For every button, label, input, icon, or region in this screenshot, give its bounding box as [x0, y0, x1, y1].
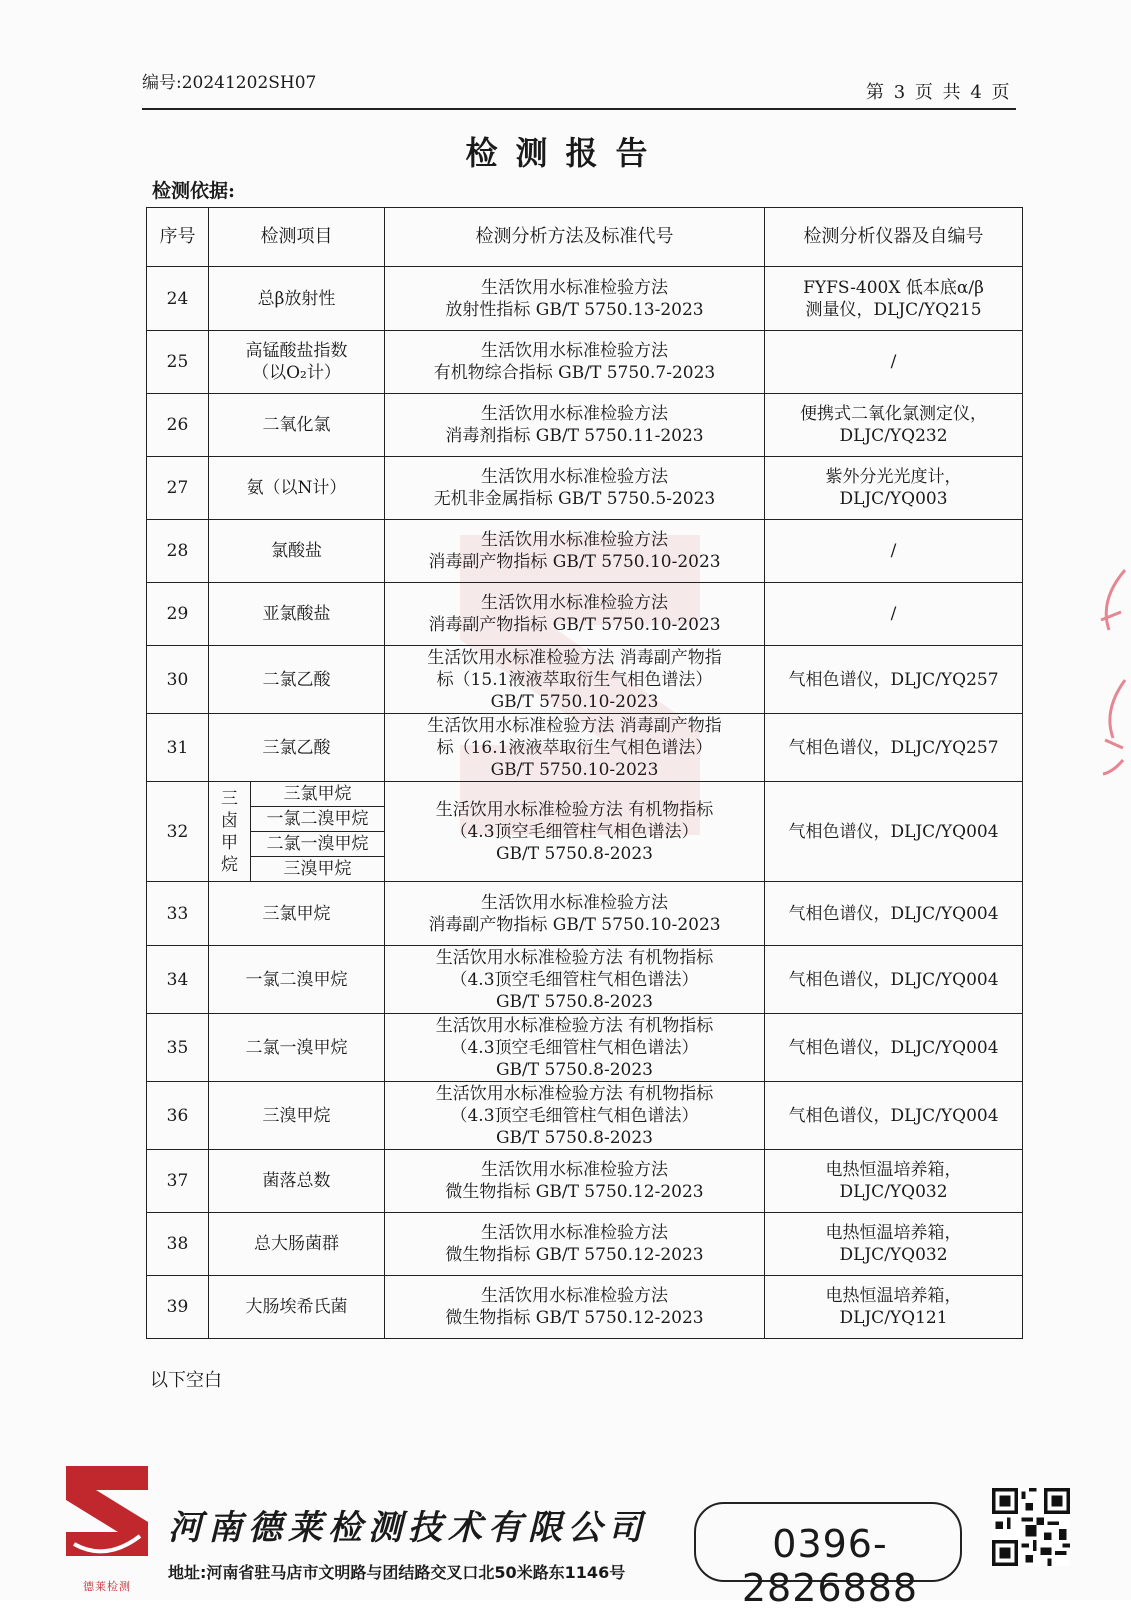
table-row [147, 1276, 1023, 1339]
table-body-lower [147, 882, 1023, 1339]
instrument-line: 气相色谱仪，DLJC/YQ257 [788, 737, 999, 758]
row-seq: 33 [147, 882, 209, 946]
basis-label: 检测依据: [152, 180, 236, 202]
sub-item: 三氯甲烷 [251, 782, 385, 807]
method-line: 生活饮用水标准检验方法 [481, 341, 668, 361]
table-row [147, 394, 1023, 457]
row-seq: 34 [147, 946, 209, 1014]
header-divider [142, 108, 1016, 110]
table-header-row [147, 208, 1023, 267]
instrument-line: / [890, 541, 897, 561]
row-item [209, 946, 385, 1014]
row-method [385, 714, 765, 782]
column-header-instrument: 检测分析仪器及自编号 [765, 208, 1023, 267]
row-item [209, 394, 385, 457]
method-line: GB/T 5750.8-2023 [495, 991, 654, 1012]
row-seq: 37 [147, 1150, 209, 1213]
report-number: 编号:20241202SH07 [142, 73, 317, 93]
row-instrument [765, 331, 1023, 394]
method-line: 生活饮用水标准检验方法 [481, 404, 668, 424]
item-name: 一氯二溴甲烷 [245, 969, 348, 990]
table-row [147, 267, 1023, 331]
row-method [385, 782, 765, 882]
column-header-item: 检测项目 [209, 208, 385, 267]
group-label-char: 甲 [221, 832, 238, 853]
instrument-line: 测量仪，DLJC/YQ215 [805, 299, 982, 320]
row-seq: 28 [147, 520, 209, 583]
instrument-line: / [890, 604, 897, 624]
company-address: 地址:河南省驻马店市文明路与团结路交叉口北50米路东1146号 [168, 1563, 626, 1582]
row-seq: 36 [147, 1082, 209, 1150]
row-item [209, 267, 385, 331]
instrument-line: DLJC/YQ032 [839, 1182, 948, 1202]
table-row [147, 946, 1023, 1014]
item-name: 氨（以N计） [246, 478, 347, 498]
qr-code-icon [992, 1488, 1070, 1566]
footer [0, 1450, 1131, 1610]
row-method [385, 583, 765, 646]
item-name: 菌落总数 [262, 1171, 331, 1191]
row-method [385, 331, 765, 394]
row-item [209, 1276, 385, 1339]
method-line: （4.3顶空毛细管柱气相色谱法） [450, 969, 699, 990]
method-line: 生活饮用水标准检验方法 [481, 1286, 668, 1306]
row-seq: 30 [147, 646, 209, 714]
row-method [385, 1276, 765, 1339]
row-seq: 32 [147, 782, 209, 882]
group-label-char: 烷 [221, 854, 238, 875]
row-instrument [765, 583, 1023, 646]
row-instrument [765, 1014, 1023, 1082]
item-name: 二氯一溴甲烷 [245, 1037, 348, 1058]
row-item [209, 331, 385, 394]
table-body-upper [147, 267, 1023, 782]
table-row [147, 1014, 1023, 1082]
instrument-line: / [890, 352, 897, 372]
method-line: GB/T 5750.8-2023 [495, 843, 654, 864]
method-line: 微生物指标 GB/T 5750.12-2023 [445, 1308, 704, 1328]
item-name: 三氯乙酸 [262, 737, 331, 758]
item-name: 二氯乙酸 [262, 669, 331, 690]
instrument-line: 电热恒温培养箱， [825, 1286, 962, 1306]
instrument-line: 电热恒温培养箱， [825, 1160, 962, 1180]
method-line: 生活饮用水标准检验方法 [481, 1160, 668, 1180]
method-line: 生活饮用水标准检验方法 [481, 1223, 668, 1243]
row-seq: 26 [147, 394, 209, 457]
row-instrument [765, 1082, 1023, 1150]
method-line: （4.3顶空毛细管柱气相色谱法） [450, 1037, 699, 1058]
method-line: 生活饮用水标准检验方法 消毒副产物指 [427, 647, 722, 668]
method-line: 标（15.1液液萃取衍生气相色谱法） [436, 669, 713, 690]
row-item [209, 520, 385, 583]
group-label-text [213, 788, 246, 876]
row-item [209, 583, 385, 646]
row-seq: 39 [147, 1276, 209, 1339]
row-method [385, 520, 765, 583]
item-name: 亚氯酸盐 [262, 604, 331, 624]
row-method [385, 1150, 765, 1213]
instrument-line: 气相色谱仪，DLJC/YQ257 [788, 669, 999, 690]
method-line: 消毒剂指标 GB/T 5750.11-2023 [445, 426, 704, 446]
row-seq: 38 [147, 1213, 209, 1276]
item-name: 三溴甲烷 [262, 1105, 331, 1126]
company-logo-icon [66, 1466, 148, 1576]
method-line: 生活饮用水标准检验方法 有机物指标 [435, 1083, 714, 1104]
row-method [385, 1213, 765, 1276]
method-line: 生活饮用水标准检验方法 有机物指标 [435, 799, 714, 820]
method-line: GB/T 5750.8-2023 [495, 1059, 654, 1080]
row-method [385, 1014, 765, 1082]
table-row [147, 646, 1023, 714]
instrument-line: 气相色谱仪，DLJC/YQ004 [788, 903, 999, 924]
sub-item: 二氯一溴甲烷 [251, 832, 385, 857]
logo-text: 德莱检测 [83, 1580, 131, 1593]
phone-number: 0396-2826888 [741, 1522, 919, 1610]
row-method [385, 267, 765, 331]
instrument-line: DLJC/YQ003 [839, 489, 948, 509]
row-instrument [765, 714, 1023, 782]
instrument-line: 气相色谱仪，DLJC/YQ004 [788, 1037, 999, 1058]
instrument-line: DLJC/YQ032 [839, 1245, 948, 1265]
test-basis-table [146, 207, 1023, 1339]
blank-note: 以下空白 [150, 1370, 222, 1391]
method-line: 消毒副产物指标 GB/T 5750.10-2023 [428, 552, 721, 572]
method-line: 标（16.1液液萃取衍生气相色谱法） [436, 737, 713, 758]
instrument-line: FYFS-400X 低本底α/β [803, 277, 984, 298]
row-method [385, 882, 765, 946]
item-subnote: （以O₂计） [252, 363, 341, 383]
method-line: 生活饮用水标准检验方法 [481, 892, 668, 913]
group-label-char: 三 [221, 788, 238, 809]
seal-icon [1095, 560, 1131, 780]
group-label-char: 卤 [221, 810, 238, 831]
row-method [385, 1082, 765, 1150]
row-instrument [765, 882, 1023, 946]
company-name: 河南德莱检测技术有限公司 [168, 1508, 648, 1548]
method-line: 生活饮用水标准检验方法 [481, 277, 668, 298]
instrument-line: 电热恒温培养箱， [825, 1223, 962, 1243]
method-line: 生活饮用水标准检验方法 [481, 467, 668, 487]
instrument-line: 便携式二氧化氯测定仪， [800, 404, 987, 424]
row-instrument [765, 267, 1023, 331]
item-name: 二氧化氯 [262, 415, 331, 435]
row-seq: 25 [147, 331, 209, 394]
row-method [385, 394, 765, 457]
method-line: 微生物指标 GB/T 5750.12-2023 [445, 1182, 704, 1202]
table-row [147, 882, 1023, 946]
item-name: 高锰酸盐指数 [245, 341, 348, 361]
column-header-seq: 序号 [147, 208, 209, 267]
sub-item: 一氯二溴甲烷 [251, 807, 385, 832]
instrument-line: DLJC/YQ232 [839, 426, 948, 446]
row-instrument [765, 394, 1023, 457]
instrument-line: 气相色谱仪，DLJC/YQ004 [788, 1105, 999, 1126]
method-line: GB/T 5750.10-2023 [490, 759, 659, 780]
method-line: 生活饮用水标准检验方法 消毒副产物指 [427, 715, 722, 736]
method-line: 消毒副产物指标 GB/T 5750.10-2023 [428, 914, 721, 935]
instrument-line: 紫外分光光度计， [825, 467, 962, 487]
method-line: 有机物综合指标 GB/T 5750.7-2023 [433, 363, 716, 383]
row-method [385, 457, 765, 520]
table-row [147, 1213, 1023, 1276]
table-body-group [147, 782, 1023, 882]
method-line: GB/T 5750.10-2023 [490, 691, 659, 712]
method-line: 消毒副产物指标 GB/T 5750.10-2023 [428, 615, 721, 635]
row-seq: 27 [147, 457, 209, 520]
seal-stamp-fragment [1095, 560, 1131, 780]
group-label [209, 782, 251, 882]
row-instrument [765, 1150, 1023, 1213]
item-name: 氯酸盐 [271, 541, 322, 561]
row-item [209, 1150, 385, 1213]
row-item [209, 1014, 385, 1082]
method-line: 生活饮用水标准检验方法 [481, 593, 668, 613]
table-row [147, 457, 1023, 520]
table-row [147, 1150, 1023, 1213]
row-item [209, 1213, 385, 1276]
table-row [147, 331, 1023, 394]
row-instrument [765, 1213, 1023, 1276]
row-item [209, 457, 385, 520]
method-line: 生活饮用水标准检验方法 有机物指标 [435, 947, 714, 968]
method-line: GB/T 5750.8-2023 [495, 1127, 654, 1148]
row-method [385, 646, 765, 714]
column-header-method: 检测分析方法及标准代号 [385, 208, 765, 267]
page-indicator: 第 3 页 共 4 页 [866, 82, 1012, 103]
row-instrument [765, 1276, 1023, 1339]
method-line: 微生物指标 GB/T 5750.12-2023 [445, 1245, 704, 1265]
instrument-line: 气相色谱仪，DLJC/YQ004 [788, 969, 999, 990]
row-instrument [765, 520, 1023, 583]
row-instrument [765, 457, 1023, 520]
table-row [147, 520, 1023, 583]
row-seq: 24 [147, 267, 209, 331]
row-item [209, 646, 385, 714]
instrument-line: DLJC/YQ121 [839, 1308, 948, 1328]
item-name: 总大肠菌群 [254, 1234, 339, 1254]
row-item [209, 1082, 385, 1150]
item-name: 总β放射性 [257, 288, 336, 309]
method-line: 生活饮用水标准检验方法 有机物指标 [435, 1015, 714, 1036]
table-row [147, 1082, 1023, 1150]
row-seq: 35 [147, 1014, 209, 1082]
table-row [147, 583, 1023, 646]
row-instrument [765, 946, 1023, 1014]
row-seq: 31 [147, 714, 209, 782]
method-line: （4.3顶空毛细管柱气相色谱法） [450, 821, 699, 842]
row-item [209, 714, 385, 782]
method-line: 无机非金属指标 GB/T 5750.5-2023 [433, 489, 716, 509]
method-line: （4.3顶空毛细管柱气相色谱法） [450, 1105, 699, 1126]
method-line: 放射性指标 GB/T 5750.13-2023 [445, 299, 704, 320]
sub-item: 三溴甲烷 [251, 857, 385, 882]
page-title: 检测报告 [465, 134, 666, 172]
item-name: 三氯甲烷 [262, 903, 331, 924]
row-seq: 29 [147, 583, 209, 646]
row-instrument: 气相色谱仪，DLJC/YQ004 [765, 782, 1023, 882]
item-name: 大肠埃希氏菌 [245, 1297, 348, 1317]
method-line: 生活饮用水标准检验方法 [481, 530, 668, 550]
table-row [147, 714, 1023, 782]
row-method [385, 946, 765, 1014]
phone-box [694, 1502, 962, 1610]
row-instrument [765, 646, 1023, 714]
row-item [209, 882, 385, 946]
table-row-group [147, 782, 1023, 807]
